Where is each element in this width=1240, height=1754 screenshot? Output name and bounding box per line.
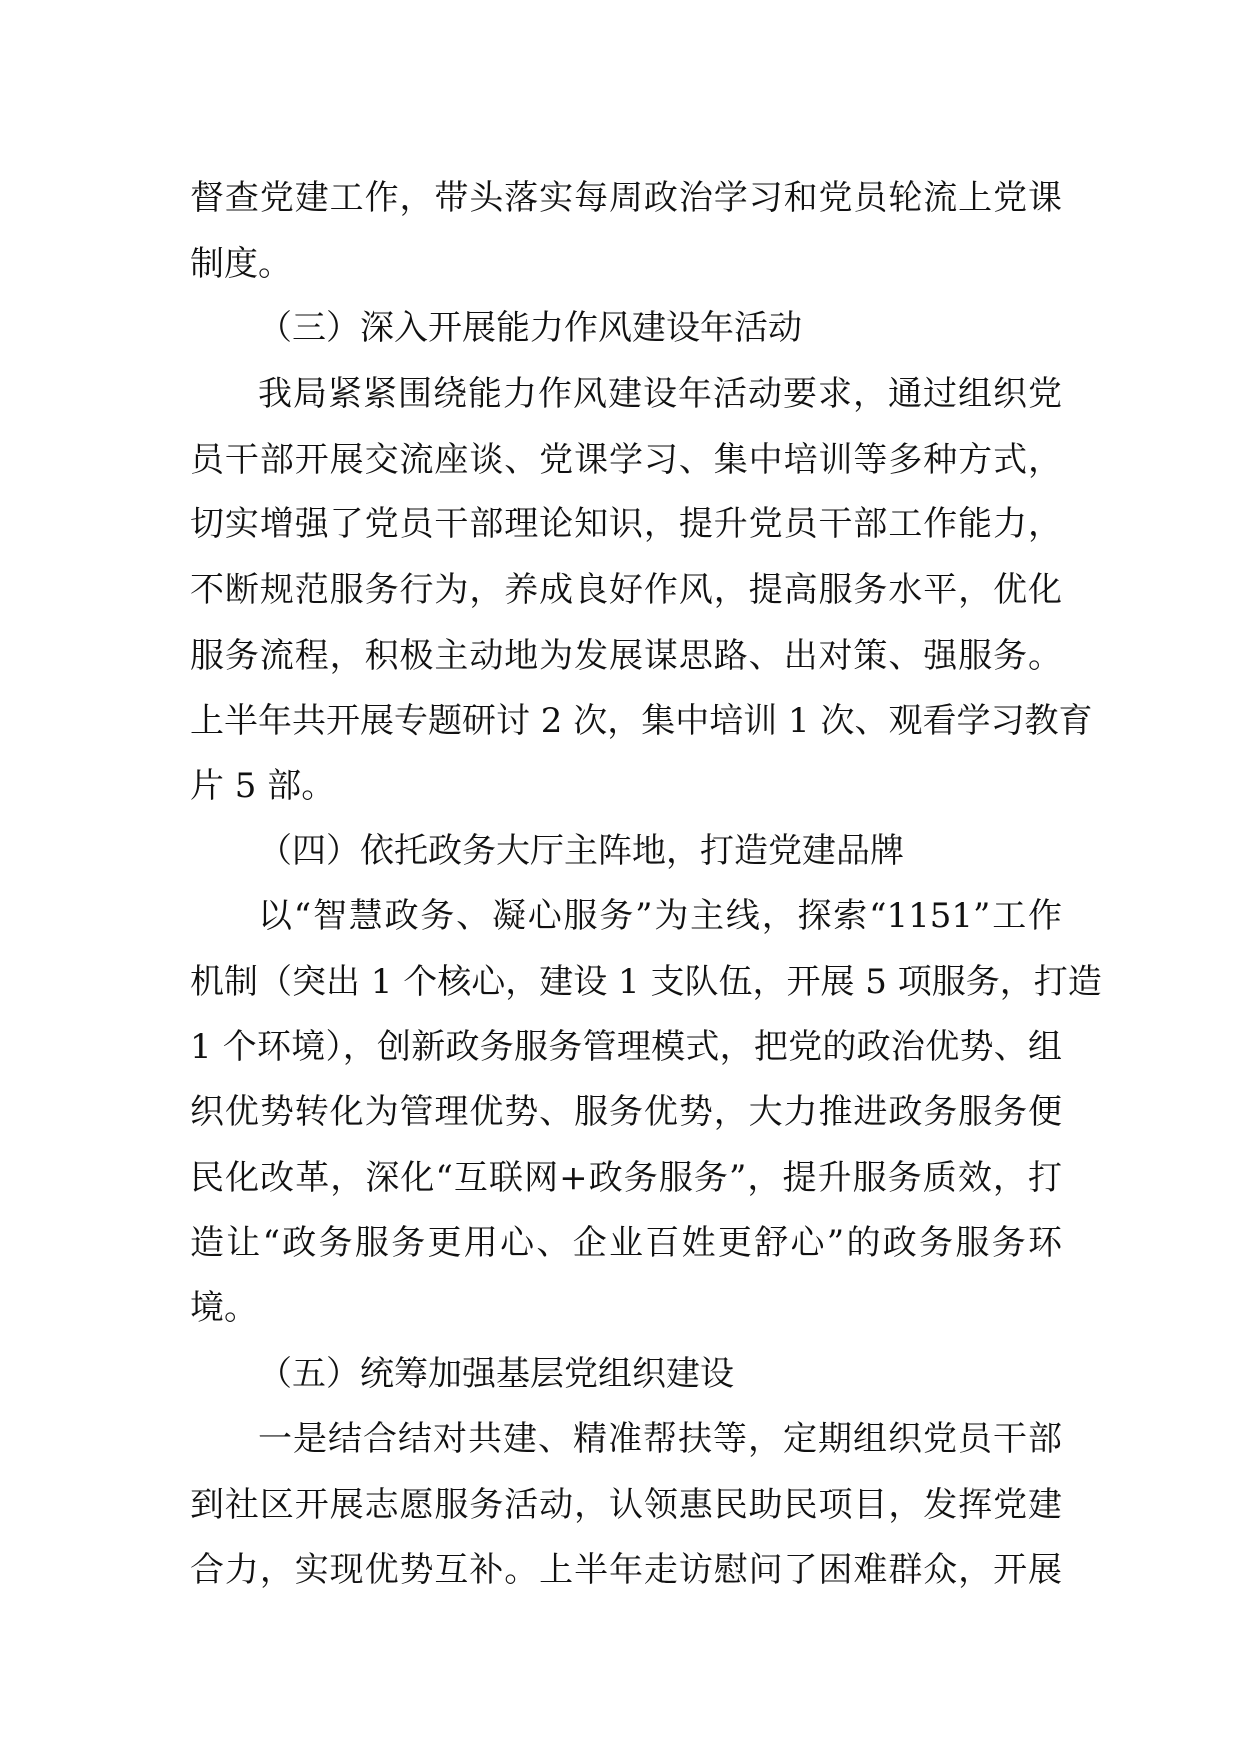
body-line: 制度。 bbox=[190, 244, 292, 284]
body-line: 员干部开展交流座谈、党课学习、集中培训等多种方式， bbox=[190, 440, 1062, 480]
section-heading-4: （四）依托政务大厅主阵地，打造党建品牌 bbox=[258, 831, 904, 871]
body-line: 我局紧紧围绕能力作风建设年活动要求，通过组织党 bbox=[258, 374, 1062, 414]
body-line: 服务流程，积极主动地为发展谋思路、出对策、强服务。 bbox=[190, 636, 1062, 676]
body-line: 片 5 部。 bbox=[190, 766, 336, 806]
body-line: 织优势转化为管理优势、服务优势，大力推进政务服务便 bbox=[190, 1092, 1062, 1132]
body-line: 造让“政务服务更用心、企业百姓更舒心”的政务服务环 bbox=[190, 1223, 1062, 1263]
body-line: 切实增强了党员干部理论知识，提升党员干部工作能力， bbox=[190, 504, 1062, 544]
body-line: 境。 bbox=[190, 1288, 258, 1328]
body-line: 不断规范服务行为，养成良好作风，提高服务水平，优化 bbox=[190, 570, 1062, 610]
body-line: 上半年共开展专题研讨 2 次，集中培训 1 次、观看学习教育 bbox=[190, 701, 1093, 741]
body-line: 一是结合结对共建、精准帮扶等，定期组织党员干部 bbox=[258, 1419, 1062, 1459]
body-line: 督查党建工作，带头落实每周政治学习和党员轮流上党课 bbox=[190, 178, 1062, 218]
body-line: 民化改革，深化“互联网+政务服务”，提升服务质效，打 bbox=[190, 1158, 1062, 1198]
body-line: 到社区开展志愿服务活动，认领惠民助民项目，发挥党建 bbox=[190, 1485, 1062, 1525]
body-line: 机制（突出 1 个核心，建设 1 支队伍，开展 5 项服务，打造 bbox=[190, 962, 1102, 1002]
body-line: 合力，实现优势互补。上半年走访慰问了困难群众，开展 bbox=[190, 1550, 1062, 1590]
body-line: 以“智慧政务、凝心服务”为主线，探索“1151”工作 bbox=[258, 896, 1062, 936]
section-heading-3: （三）深入开展能力作风建设年活动 bbox=[258, 308, 802, 348]
section-heading-5: （五）统筹加强基层党组织建设 bbox=[258, 1354, 734, 1394]
body-line: 1 个环境），创新政务服务管理模式，把党的政治优势、组 bbox=[190, 1027, 1062, 1067]
